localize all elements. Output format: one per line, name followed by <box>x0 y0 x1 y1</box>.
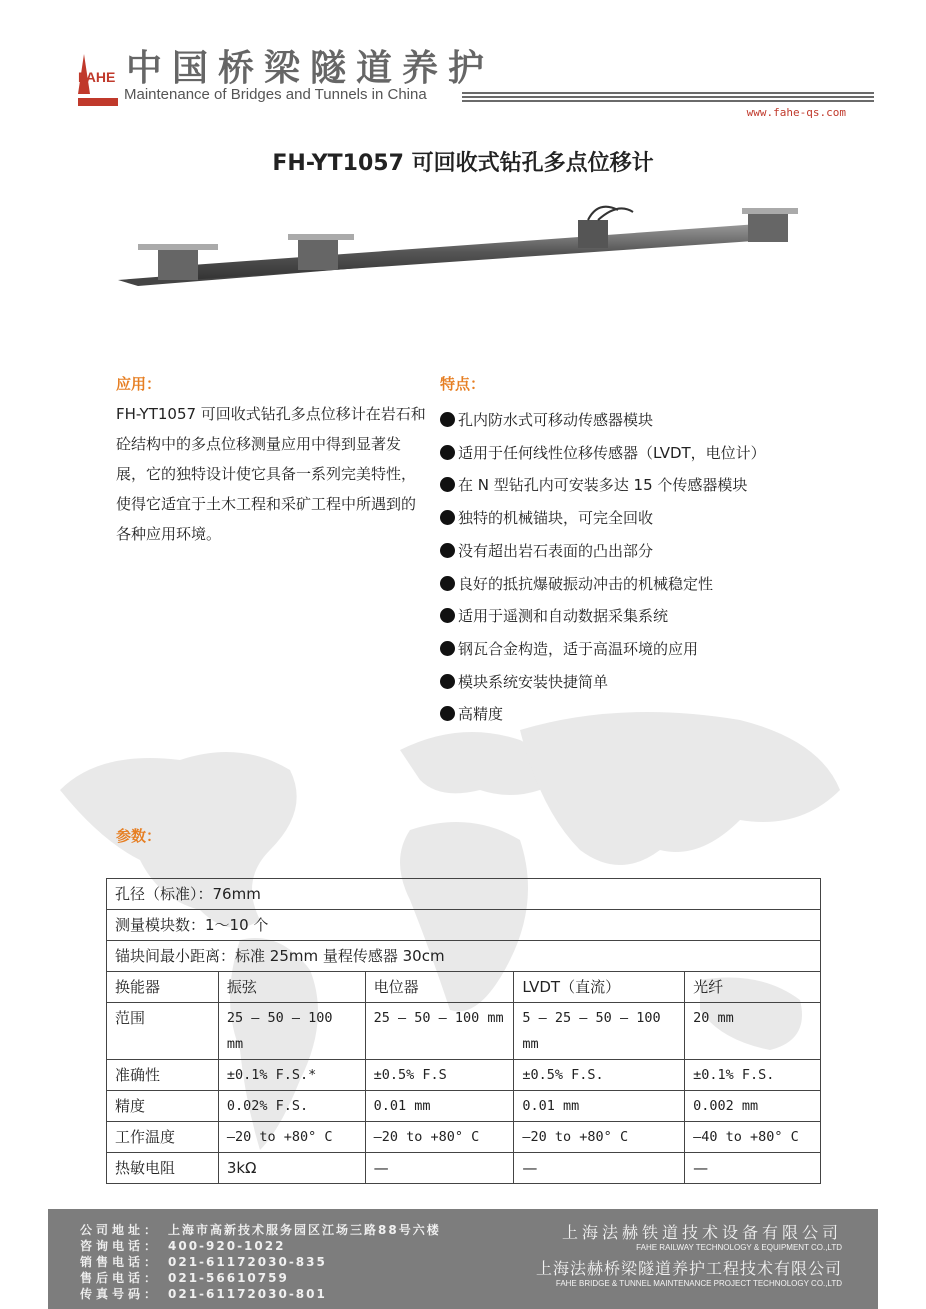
bullet-icon <box>440 543 455 558</box>
table-header-cell: 振弦 <box>218 972 365 1003</box>
table-row <box>107 879 821 910</box>
table-header-cell: 电位器 <box>365 972 514 1003</box>
company1-name-en: FAHE RAILWAY TECHNOLOGY & EQUIPMENT CO.,LTD <box>636 1243 842 1252</box>
params-heading: 参数： <box>116 827 162 845</box>
table-cell: 0.01 mm <box>514 1091 685 1122</box>
website-link[interactable]: www.fahe-qs.com <box>746 106 846 119</box>
features-heading: 特点： <box>440 375 486 393</box>
company2-name: 上海法赫桥梁隧道养护工程技术有限公司 <box>535 1259 842 1278</box>
table-cell: –40 to +80° C <box>685 1122 821 1153</box>
table-cell: 0.01 mm <box>365 1091 514 1122</box>
footer-companies <box>536 1220 842 1288</box>
table-cell: — <box>514 1153 685 1184</box>
table-cell: ±0.1% F.S.* <box>218 1060 365 1091</box>
table-cell: 热敏电阻 <box>107 1153 219 1184</box>
table-cell: 20 mm <box>685 1003 821 1060</box>
feature-item: 钢瓦合金构造，适于高温环境的应用 <box>440 633 800 666</box>
bullet-icon <box>440 706 455 721</box>
address-text: 上海市高新技术服务园区江场三路88号六楼 <box>168 1223 441 1237</box>
table-cell: 准确性 <box>107 1060 219 1091</box>
table-cell: 精度 <box>107 1091 219 1122</box>
header-rule <box>462 92 874 102</box>
table-cell: 工作温度 <box>107 1122 219 1153</box>
table-row <box>107 1122 821 1153</box>
svg-text:FAHE: FAHE <box>78 69 116 85</box>
table-header-cell: 换能器 <box>107 972 219 1003</box>
bullet-icon <box>440 510 455 525</box>
table-row <box>107 1003 821 1060</box>
table-cell: 0.002 mm <box>685 1091 821 1122</box>
fax-number: 021-61172030-801 <box>168 1287 327 1301</box>
application-body: FH-YT1057 可回收式钻孔多点位移计在岩石和砼结构中的多点位移测量应用中得到显著发展，它的独特设计使它具备一系列完美特性，使得它适宜于土木工程和采矿工程中所遇到的各种应用环境。 <box>116 405 426 543</box>
sales-phone: 021-61172030-835 <box>168 1255 327 1269</box>
bullet-icon <box>440 412 455 427</box>
table-header-cell: LVDT（直流） <box>514 972 685 1003</box>
table-row <box>107 910 821 941</box>
features-list <box>440 404 800 731</box>
table-header-row <box>107 972 821 1003</box>
table-cell: ±0.5% F.S <box>365 1060 514 1091</box>
params-table <box>106 878 821 1184</box>
document-title: FH-YT1057 可回收式钻孔多点位移计 <box>272 151 654 176</box>
service-phone: 021-56610759 <box>168 1271 289 1285</box>
feature-item: 适用于任何线性位移传感器（LVDT，电位计） <box>440 437 800 470</box>
table-row <box>107 941 821 972</box>
table-cell: — <box>685 1153 821 1184</box>
table-cell: 孔径（标准）：76mm <box>107 879 821 910</box>
table-cell: — <box>365 1153 514 1184</box>
table-cell: 3kΩ <box>218 1153 365 1184</box>
bullet-icon <box>440 576 455 591</box>
table-cell: ±0.5% F.S. <box>514 1060 685 1091</box>
table-row <box>107 1060 821 1091</box>
feature-item: 模块系统安装快捷简单 <box>440 666 800 699</box>
feature-item: 没有超出岩石表面的凸出部分 <box>440 535 800 568</box>
table-cell: 锚块间最小距离：标准 25mm 量程传感器 30cm <box>107 941 821 972</box>
logo-subtitle: Maintenance of Bridges and Tunnels in China <box>124 86 427 103</box>
consult-phone: 400-920-1022 <box>168 1239 286 1253</box>
table-cell: –20 to +80° C <box>365 1122 514 1153</box>
bullet-icon <box>440 608 455 623</box>
company2-name-en: FAHE BRIDGE & TUNNEL MAINTENANCE PROJECT TECHNOLOGY CO.,LTD <box>555 1279 842 1288</box>
footer-contact: 公司地址： 上海市高新技术服务园区江场三路88号六楼 咨询电话： 400-920-1022 销售电话： 021-61172030-835 售后电话： 021-56610759 传真号码： 021-61172030-801 <box>80 1223 441 1301</box>
fahe-logo <box>76 46 120 108</box>
bullet-icon <box>440 641 455 656</box>
extensometer-product-image <box>118 200 808 310</box>
company1-name: 上海法赫铁道技术设备有限公司 <box>561 1223 842 1242</box>
bullet-icon <box>440 477 455 492</box>
table-header-cell: 光纤 <box>685 972 821 1003</box>
feature-item: 高精度 <box>440 698 800 731</box>
feature-item: 适用于遥测和自动数据采集系统 <box>440 600 800 633</box>
table-cell: –20 to +80° C <box>218 1122 365 1153</box>
table-row <box>107 1153 821 1184</box>
feature-item: 孔内防水式可移动传感器模块 <box>440 404 800 437</box>
logo-title: 中国桥梁隧道养护 <box>126 48 495 89</box>
bullet-icon <box>440 674 455 689</box>
table-cell: 测量模块数：1～10 个 <box>107 910 821 941</box>
feature-item: 在 N 型钻孔内可安装多达 15 个传感器模块 <box>440 469 800 502</box>
table-cell: 0.02% F.S. <box>218 1091 365 1122</box>
table-row <box>107 1091 821 1122</box>
feature-item: 独特的机械锚块，可完全回收 <box>440 502 800 535</box>
table-cell: ±0.1% F.S. <box>685 1060 821 1091</box>
table-cell: 5 – 25 – 50 – 100 mm <box>514 1003 685 1060</box>
feature-item: 良好的抵抗爆破振动冲击的机械稳定性 <box>440 568 800 601</box>
table-cell: 25 – 50 – 100 mm <box>218 1003 365 1060</box>
application-heading: 应用： <box>116 375 162 393</box>
table-cell: 25 – 50 – 100 mm <box>365 1003 514 1060</box>
table-cell: 范围 <box>107 1003 219 1060</box>
bullet-icon <box>440 445 455 460</box>
table-cell: –20 to +80° C <box>514 1122 685 1153</box>
